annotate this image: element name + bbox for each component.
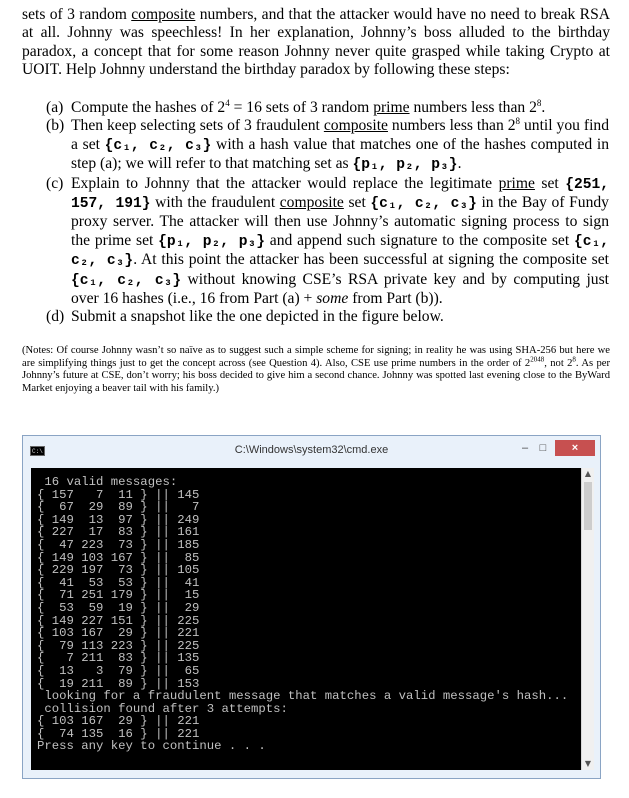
step-c-text: Explain to Johnny that the attacker would replace the legitimate xyxy=(71,174,499,192)
intro-text: sets of 3 random xyxy=(22,6,132,23)
step-a-text: Compute the hashes of 2 xyxy=(71,99,226,116)
step-c-set-c: {c₁, c₂, c₃} xyxy=(370,196,477,213)
console-line: { 53 59 19 } || 29 xyxy=(37,600,200,615)
step-a-prime: prime xyxy=(373,99,410,116)
step-b-text4: with a hash value that matches one of the hashes computed in step (a); we will refer to that matching set as xyxy=(71,135,609,173)
console-line: { 229 197 73 } || 105 xyxy=(37,563,200,578)
step-b xyxy=(46,117,609,174)
step-c-prime-set: {251, 157, 191} xyxy=(71,176,609,213)
step-b-label: (b) xyxy=(46,117,65,135)
step-c-set-p: {p₁, p₂, p₃} xyxy=(158,233,265,250)
console-line: { 103 167 29 } || 221 xyxy=(37,714,200,729)
console-text xyxy=(31,468,581,753)
step-a-sup2: 8 xyxy=(536,97,542,108)
step-d-label: (d) xyxy=(46,308,65,326)
intro-composite: composite xyxy=(131,6,196,23)
console-line: Press any key to continue . . . xyxy=(37,739,266,754)
console-line: 16 valid messages: xyxy=(37,475,178,489)
scroll-down-arrow-icon[interactable]: ▼ xyxy=(584,759,592,768)
console-line: { 47 223 73 } || 185 xyxy=(37,537,200,552)
step-c-composite: composite xyxy=(279,194,344,212)
step-d-text: Submit a snapshot like the one depicted in the figure below. xyxy=(71,308,444,326)
console-line: { 7 211 83 } || 135 xyxy=(37,651,200,666)
notes-paragraph xyxy=(22,345,610,395)
step-b-text: Then keep selecting sets of 3 fraudulent xyxy=(71,117,324,135)
step-d xyxy=(46,308,609,326)
console-line: { 41 53 53 } || 41 xyxy=(37,575,200,590)
step-c-text5: in the Bay of Fundy proxy server. The attacker will then use Johnny’s automatic signing process to sign the prime set xyxy=(71,194,609,249)
notes-sup1: 2048 xyxy=(530,355,545,364)
console-line: { 149 13 97 } || 249 xyxy=(37,512,200,527)
step-a-label: (a) xyxy=(46,99,64,116)
step-c-set-c3: {c₁, c₂, c₃} xyxy=(71,272,182,289)
step-c-set-c2: {c₁, c₂, c₃} xyxy=(71,233,609,270)
step-c-text8: without knowing CSE’s RSA private key and by computing just over 16 hashes (i.e., 16 from Part (a) + xyxy=(71,270,609,308)
notes-text2: , not 2 xyxy=(544,357,573,369)
console-line: { 149 227 151 } || 225 xyxy=(37,613,200,628)
console-line: { 227 17 83 } || 161 xyxy=(37,525,200,540)
step-c-end: from Part (b)). xyxy=(348,290,443,308)
title-bar[interactable] xyxy=(23,436,600,468)
notes-text3: . As per Johnny’s future at CSE, don’t worry; his boss decided to give him a second chance. Johnny was spotted last evening close to the ByWard Market enjoying a beaver tail with his family.) xyxy=(22,357,610,394)
step-c-some: some xyxy=(316,290,349,308)
console-line: { 74 135 16 } || 221 xyxy=(37,726,200,741)
intro-text-rest: numbers, and that the attacker would have no need to break RSA at all. Johnny was speechless! In her explanation, Johnny’s boss alluded to the birthday paradox, a concept that for some reason Johnny never quite grasped while taking Crypto at UOIT. Help Johnny understand the birthday paradox by following these steps: xyxy=(22,6,611,79)
step-a-text3: numbers less than 2 xyxy=(409,99,537,116)
step-c xyxy=(46,175,609,309)
step-c-text4: set xyxy=(343,194,371,212)
step-b-set-c: {c₁, c₂, c₃} xyxy=(104,137,212,154)
window-title: C:\Windows\system32\cmd.exe xyxy=(234,444,389,456)
console-line: { 71 251 179 } || 15 xyxy=(37,588,200,603)
step-a-end: . xyxy=(541,99,546,116)
notes-text: (Notes: Of course Johnny wasn’t so naïve as to suggest such a simple scheme for signing; in reality he was using SHA-256 but here we are simplifying things just to get the concept across (see Question 4). Also, CSE use prime numbers in the order of 2 xyxy=(22,345,610,369)
minimize-button[interactable]: – xyxy=(521,442,529,454)
cmd-icon[interactable]: C:\ xyxy=(30,446,45,456)
steps-list xyxy=(46,99,609,327)
console-line: { 103 167 29 } || 221 xyxy=(37,626,200,641)
console-line: { 13 3 79 } || 65 xyxy=(37,663,200,678)
close-button[interactable]: × xyxy=(555,440,595,456)
maximize-button[interactable]: □ xyxy=(539,442,547,454)
cmd-window xyxy=(22,435,601,779)
console-line: { 149 103 167 } || 85 xyxy=(37,550,200,565)
intro-paragraph xyxy=(22,6,610,80)
step-c-text7: . At this point the attacker has been successful at signing the composite set xyxy=(133,251,609,269)
console-line: { 67 29 89 } || 7 xyxy=(37,500,200,515)
console-output[interactable] xyxy=(31,468,581,770)
step-c-text2: set xyxy=(534,174,566,192)
console-line: collision found after 3 attempts: xyxy=(37,701,288,716)
console-line: { 19 211 89 } || 153 xyxy=(37,676,200,691)
step-a-text2: = 16 sets of 3 random xyxy=(229,99,374,116)
step-a xyxy=(46,99,609,117)
step-b-text3: until you find a set xyxy=(71,117,609,153)
step-b-sup: 8 xyxy=(515,116,521,127)
vertical-scrollbar[interactable] xyxy=(581,468,594,770)
step-b-composite: composite xyxy=(323,117,388,135)
step-b-text2: numbers less than 2 xyxy=(387,117,516,135)
notes-sup2: 8 xyxy=(572,355,576,364)
console-line: { 79 113 223 } || 225 xyxy=(37,638,200,653)
step-c-text3: with the fraudulent xyxy=(150,194,280,212)
step-b-set-p: {p₁, p₂, p₃} xyxy=(352,157,458,174)
step-a-sup: 4 xyxy=(225,97,230,108)
scroll-thumb[interactable] xyxy=(584,482,592,530)
step-c-text6: and append such signature to the composite set xyxy=(264,231,574,249)
step-c-prime: prime xyxy=(498,174,535,192)
step-c-label: (c) xyxy=(46,174,64,192)
console-line: { 157 7 11 } || 145 xyxy=(37,487,200,502)
step-b-end: . xyxy=(457,155,462,173)
scroll-up-arrow-icon[interactable]: ▲ xyxy=(584,469,592,478)
console-line: looking for a fraudulent message that matches a valid message's hash... xyxy=(37,689,569,704)
